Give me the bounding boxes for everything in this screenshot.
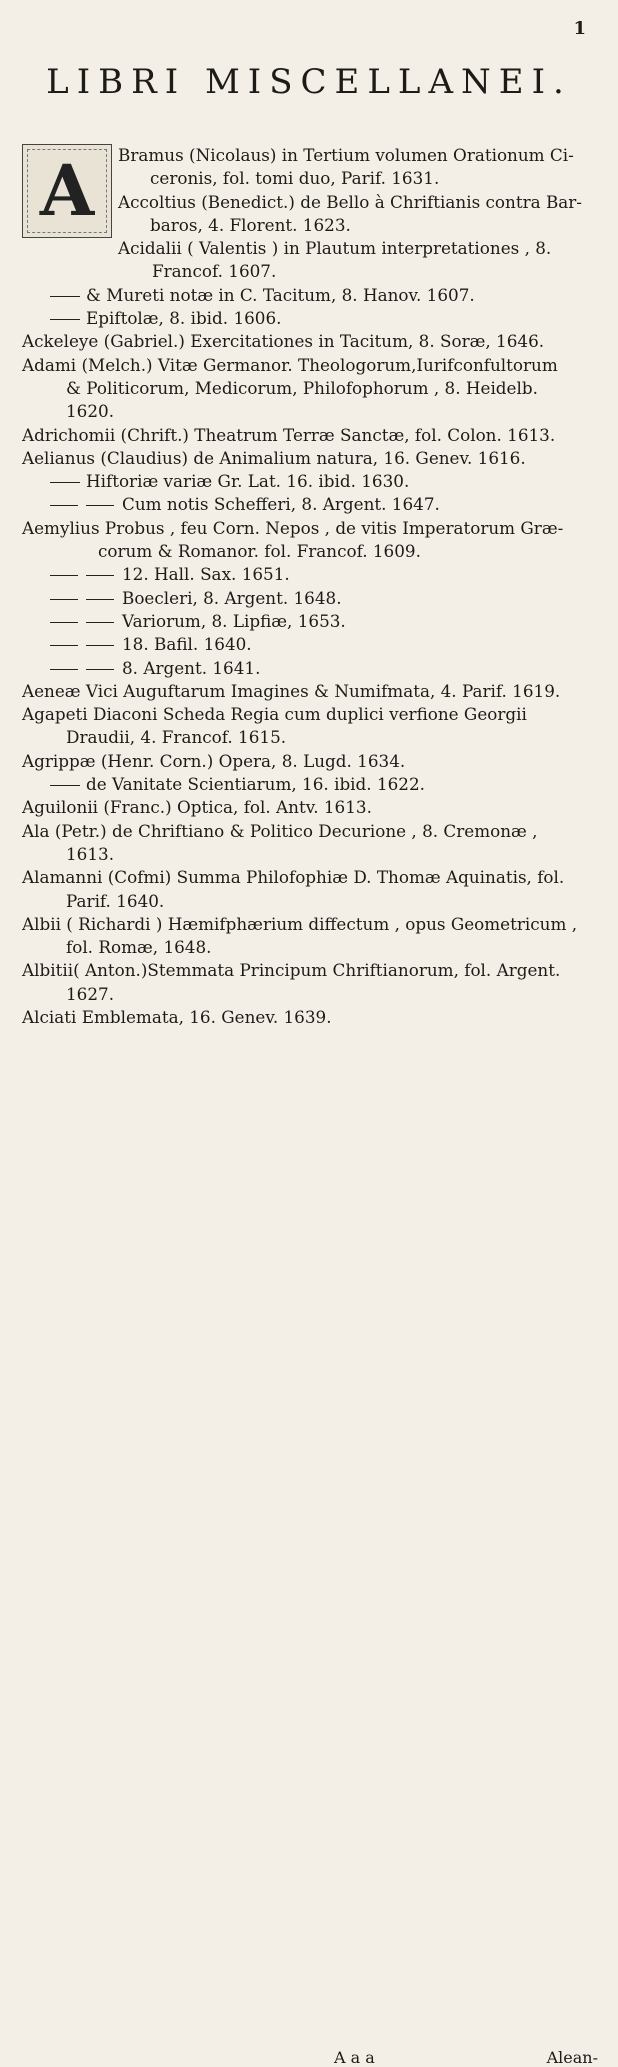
ditto-dash bbox=[86, 622, 114, 623]
ditto-dash bbox=[50, 645, 78, 646]
ditto-dash bbox=[86, 669, 114, 670]
catalog-entry: Ala (Petr.) de Chriftiano & Politico Decurione , 8. Cremonæ , bbox=[22, 820, 538, 841]
catalog-entry: baros, 4. Florent. 1623. bbox=[150, 214, 351, 235]
catalog-entry: Albii ( Richardi ) Hæmifphærium diffectum , opus Geometricum , bbox=[22, 913, 578, 934]
catalog-entry: & Politicorum, Medicorum, Philofophorum , 8. Heidelb. bbox=[66, 377, 538, 398]
ditto-dash bbox=[50, 785, 80, 786]
catalog-entry: Agapeti Diaconi Scheda Regia cum duplici verfione Georgii bbox=[22, 704, 527, 725]
catalog-entry: 18. Bafil. 1640. bbox=[22, 633, 600, 656]
catalog-entry: 8. Argent. 1641. bbox=[22, 657, 600, 680]
catalog-entry: Agrippæ (Henr. Corn.) Opera, 8. Lugd. 1634. bbox=[22, 750, 406, 771]
drop-cap-letter: A bbox=[39, 149, 95, 232]
ditto-dash bbox=[50, 482, 80, 483]
catalog-entry: Variorum, 8. Lipfiæ, 1653. bbox=[22, 610, 600, 633]
ditto-dash bbox=[86, 575, 114, 576]
catalog-entry: Alamanni (Cofmi) Summa Philofophiæ D. Thomæ Aquinatis, fol. bbox=[22, 867, 565, 888]
catalog-entry: Ackeleye (Gabriel.) Exercitationes in Tacitum, 8. Soræ, 1646. bbox=[22, 331, 545, 352]
catalog-entry: 1620. bbox=[66, 401, 115, 422]
ditto-dash bbox=[50, 319, 80, 320]
signature-mark: A a a bbox=[334, 2048, 375, 2067]
ditto-dash bbox=[50, 505, 78, 506]
catalog-entry: Boecleri, 8. Argent. 1648. bbox=[22, 587, 600, 610]
catalog-entry: fol. Romæ, 1648. bbox=[66, 937, 212, 958]
ditto-dash bbox=[50, 296, 80, 297]
catalog-entry: 1613. bbox=[66, 843, 115, 864]
catalog-entry: Alciati Emblemata, 16. Genev. 1639. bbox=[22, 1006, 332, 1027]
catalog-entry: Bramus (Nicolaus) in Tertium volumen Orationum Ci- bbox=[118, 145, 574, 165]
catalog-entry: Aelianus (Claudius) de Animalium natura, 16. Genev. 1616. bbox=[22, 447, 526, 468]
catalog-entries bbox=[22, 144, 600, 1029]
catchword: Alean- bbox=[546, 2048, 598, 2067]
catalog-entry: Draudii, 4. Francof. 1615. bbox=[66, 727, 287, 748]
catalog-entry: Aguilonii (Franc.) Optica, fol. Antv. 1613. bbox=[22, 797, 372, 818]
ditto-dash bbox=[50, 622, 78, 623]
catalog-entry: Adrichomii (Chrift.) Theatrum Terræ Sanctæ, fol. Colon. 1613. bbox=[22, 424, 556, 445]
catalog-entry: 1627. bbox=[66, 983, 115, 1004]
ditto-dash bbox=[50, 575, 78, 576]
ditto-dash bbox=[86, 599, 114, 600]
catalog-entry: ceronis, fol. tomi duo, Parif. 1631. bbox=[150, 168, 440, 189]
catalog-entry: corum & Romanor. fol. Francof. 1609. bbox=[98, 541, 421, 562]
catalog-entry: Hiftoriæ variæ Gr. Lat. 16. ibid. 1630. bbox=[22, 470, 600, 493]
catalog-entry: Parif. 1640. bbox=[66, 890, 165, 911]
ditto-dash bbox=[86, 505, 114, 506]
ditto-dash bbox=[50, 669, 78, 670]
ditto-dash bbox=[86, 645, 114, 646]
catalog-entry: Aemylius Probus , feu Corn. Nepos , de vitis Imperatorum Græ- bbox=[22, 517, 564, 538]
catalog-entry: & Mureti notæ in C. Tacitum, 8. Hanov. 1607. bbox=[22, 284, 600, 307]
page-title: LIBRI MISCELLANEI. bbox=[46, 62, 572, 102]
ditto-dash bbox=[50, 599, 78, 600]
catalog-entry: Francof. 1607. bbox=[152, 261, 277, 282]
catalog-entry: Epiftolæ, 8. ibid. 1606. bbox=[22, 307, 600, 330]
catalog-entry: Accoltius (Benedict.) de Bello à Chriftianis contra Bar- bbox=[118, 191, 582, 212]
catalog-entry: Aeneæ Vici Auguftarum Imagines & Numifmata, 4. Parif. 1619. bbox=[22, 680, 561, 701]
catalog-entry: de Vanitate Scientiarum, 16. ibid. 1622. bbox=[22, 773, 600, 796]
catalog-entry: Acidalii ( Valentis ) in Plautum interpretationes , 8. bbox=[118, 238, 552, 259]
page-number: 1 bbox=[573, 18, 586, 39]
catalog-entry: 12. Hall. Sax. 1651. bbox=[22, 563, 600, 586]
catalog-entry: Adami (Melch.) Vitæ Germanor. Theologorum,Iurifconfultorum bbox=[22, 354, 558, 375]
catalog-entry: Albitii( Anton.)Stemmata Principum Chriftianorum, fol. Argent. bbox=[22, 960, 561, 981]
catalog-entry: Cum notis Schefferi, 8. Argent. 1647. bbox=[22, 493, 600, 516]
